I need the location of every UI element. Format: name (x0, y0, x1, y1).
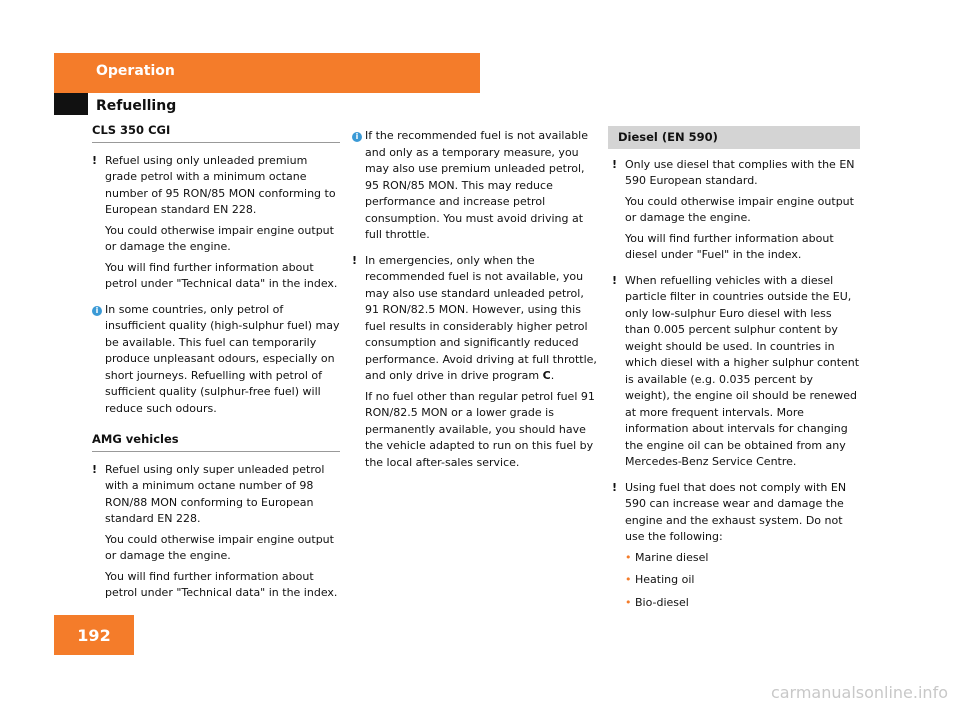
heading-amg: AMG vehicles (92, 431, 340, 452)
page-number: 192 (54, 615, 134, 655)
list-item: • Bio-diesel (625, 595, 860, 612)
warning-block: ! When refuelling vehicles with a diesel particle filter in countries outside the EU, only low-sulphur Euro diesel with less than 0.005 percent sulphur content by weight should be used. In countries in which diesel with a higher sulphur content is available (e.g. 0.035 percent by weight), the engine oil should be renewed at more frequent intervals. More information about intervals for changing the engine oil can be obtained from any Mercedes-Benz Service Centre. (612, 273, 860, 468)
list-item: • Heating oil (625, 572, 860, 589)
column-2 (352, 128, 600, 480)
header-marker (54, 93, 88, 115)
column-3 (612, 126, 860, 620)
warning-block: ! Using fuel that does not comply with EN 590 can increase wear and damage the engine and the exhaust system. Do not use the following: • Marine diesel • Heating oil • Bio-diesel (612, 480, 860, 612)
heading-cls350: CLS 350 CGI (92, 122, 340, 143)
info-block: i In some countries, only petrol of insufficient quality (high-sulphur fuel) may be available. This fuel can temporarily produce unpleasant odours, especially on short journeys. Refuelling with petrol of sufficient quality (sulphur-free fuel) will reduce such odours. (92, 302, 340, 418)
section-title: Operation (96, 63, 175, 79)
watermark-text: carmanualsonline.info (770, 683, 948, 702)
warning-block: ! Refuel using only super unleaded petrol with a minimum octane number of 98 RON/88 MON conforming to European standard EN 228. You could otherwise impair engine output or damage the engine. You will find further information about petrol under "Technical data" in the index. (92, 462, 338, 599)
warning-exclamation-icon: ! (612, 480, 618, 494)
warning-block: ! Only use diesel that complies with the EN 590 European standard. You could otherwise impair engine output or damage the engine. You will find further information about diesel under "Fuel" in the index. (612, 157, 855, 261)
warning-block: ! In emergencies, only when the recommended fuel is not available, you may also use standard unleaded petrol, 91 RON/82.5 MON. However, using this fuel results in considerably higher petrol consumption and significantly reduced performance. Avoid driving at full throttle, and only drive in drive program C. If no fuel other than regular petrol fuel 91 RON/82.5 MON or a lower grade is permanently available, you should have the vehicle adapted to run on this fuel by the local after-sales service. (352, 253, 597, 469)
warning-exclamation-icon: ! (352, 253, 358, 267)
warning-exclamation-icon: ! (612, 157, 618, 171)
list-item: • Marine diesel (625, 550, 860, 567)
info-block: i If the recommended fuel is not available and only as a temporary measure, you may also use premium unleaded petrol, 95 RON/85 MON. This may reduce performance and increase petrol consumption. You must avoid driving at full throttle. (352, 128, 600, 244)
drive-program-label: C (542, 369, 551, 382)
info-icon: i (352, 132, 362, 142)
info-icon: i (92, 306, 102, 316)
column-1 (92, 122, 340, 611)
warning-exclamation-icon: ! (612, 273, 618, 287)
heading-diesel: Diesel (EN 590) (608, 126, 860, 149)
warning-exclamation-icon: ! (92, 153, 98, 167)
warning-block: ! Refuel using only unleaded premium grade petrol with a minimum octane number of 95 RON/85 MON conforming to European standard EN 228. You could otherwise impair engine output or damage the engine. You will find further information about petrol under "Technical data" in the index. (92, 153, 338, 290)
warning-exclamation-icon: ! (92, 462, 98, 476)
subsection-title: Refuelling (96, 98, 177, 114)
